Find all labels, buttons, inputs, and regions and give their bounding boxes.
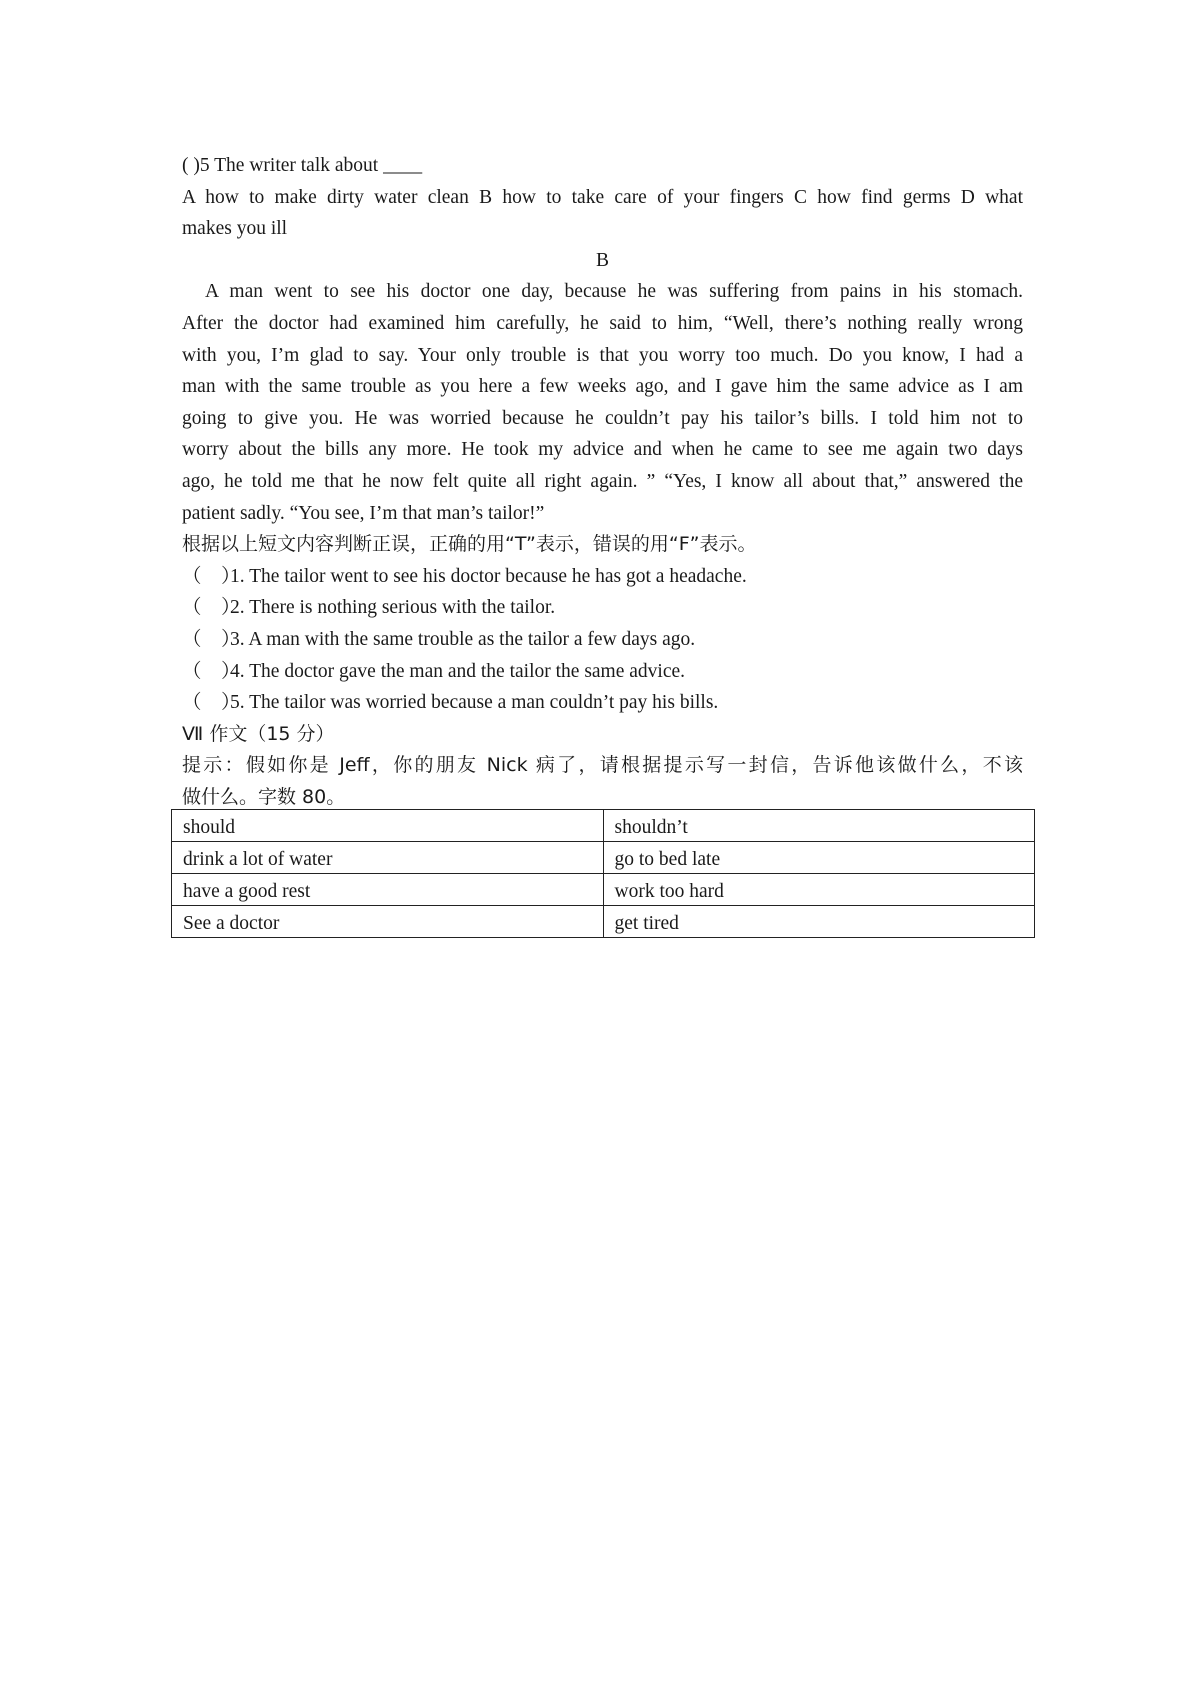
table-cell: drink a lot of water [172,842,604,874]
answer-blank: （ ） [182,597,241,619]
true-false-statement: 3. A man with the same trouble as the tailor a few days ago. [230,628,696,650]
table-cell: get tired [603,906,1035,938]
table-cell: work too hard [603,874,1035,906]
passage-line: A man went to see his doctor one day, because he was suffering from pains in his stomach. [205,281,1023,303]
true-false-item [182,624,1023,656]
passage-line: with you, I’m glad to say. Your only trouble is that you worry too much. Do you know, I had a [182,344,1023,366]
passage-b-heading: B [595,249,609,271]
true-false-statement: 4. The doctor gave the man and the tailor the same advice. [230,660,686,682]
writing-hints-table [171,809,1035,938]
true-false-item [182,561,1023,593]
table-cell-should-header: should [172,810,604,842]
writing-section-heading: Ⅶ 作文（15 分） [182,722,335,745]
table-row [172,842,1035,874]
passage-line: worry about the bills any more. He took my advice and when he came to see me again two days [182,439,1023,461]
true-false-instruction: 根据以上短文内容判断正误，正确的用“T”表示，错误的用“F”表示。 [182,533,757,556]
passage-line: going to give you. He was worried because he couldn’t pay his tailor’s bills. I told him not to [182,407,1023,429]
true-false-list [182,561,1023,719]
true-false-statement: 5. The tailor was worried because a man couldn’t pay his bills. [230,692,719,714]
true-false-item [182,592,1023,624]
true-false-statement: 1. The tailor went to see his doctor because he has got a headache. [230,565,747,587]
question-5-options: A how to make dirty water clean B how to take care of your fingers C how find germs D what [182,186,1023,208]
table-cell: go to bed late [603,842,1035,874]
table-cell-shouldnt-header: shouldn’t [603,810,1035,842]
passage-b-text [182,276,1023,529]
answer-blank: （ ） [182,628,241,650]
passage-line: patient sadly. “You see, I’m that man’s tailor!” [182,502,545,524]
table-header-row [172,810,1035,842]
table-cell: have a good rest [172,874,604,906]
writing-prompt: 提示：假如你是 Jeff，你的朋友 Nick 病了，请根据提示写一封信，告诉他该做什么，不该 [182,754,1023,777]
passage-line: ago, he told me that he now felt quite all right again. ” “Yes, I know all about that,” answered the [182,470,1023,492]
question-5-options-continued: makes you ill [182,218,288,240]
writing-prompt-continued: 做什么。字数 80。 [182,785,346,808]
answer-blank: （ ） [182,660,241,682]
true-false-item [182,687,1023,719]
table-row [172,906,1035,938]
true-false-statement: 2. There is nothing serious with the tailor. [230,597,556,619]
table-cell: See a doctor [172,906,604,938]
true-false-item [182,656,1023,688]
answer-blank: （ ） [182,692,241,714]
passage-line: man with the same trouble as you here a few weeks ago, and I gave him the same advice as I am [182,376,1023,398]
table-row [172,874,1035,906]
document-page [182,150,1023,813]
passage-line: After the doctor had examined him carefully, he said to him, “Well, there’s nothing really wrong [182,312,1023,334]
answer-blank: （ ） [182,565,241,587]
question-5-stem: ( )5 The writer talk about ____ [182,155,423,176]
